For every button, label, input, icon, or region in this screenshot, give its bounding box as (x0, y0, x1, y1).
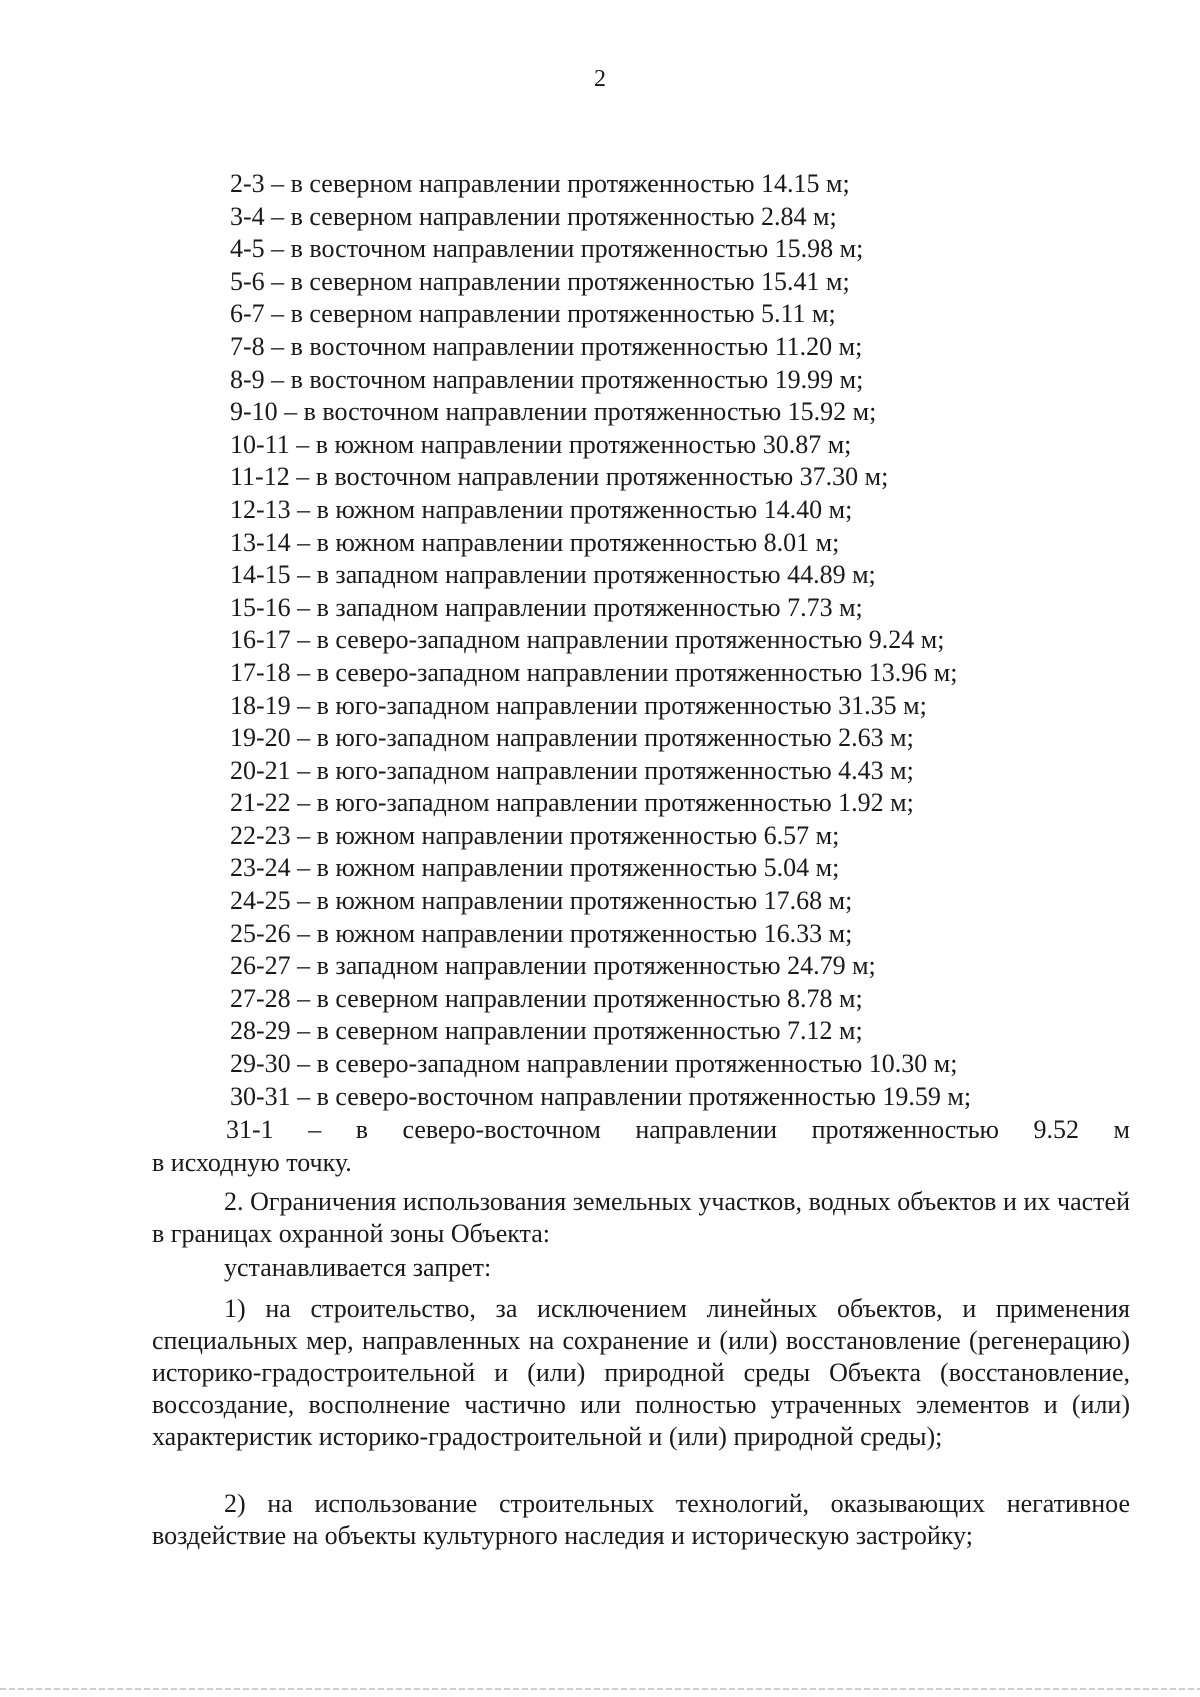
segment-line: 17-18 – в северо-западном направлении протяженностью 13.96 м; (230, 657, 958, 687)
last-segment-word: направлении (635, 1115, 778, 1144)
segment-line: 18-19 – в юго-западном направлении протяженностью 31.35 м; (230, 690, 927, 720)
segment-line: 15-16 – в западном направлении протяженностью 7.73 м; (230, 592, 863, 622)
segment-line: 7-8 – в восточном направлении протяженностью 11.20 м; (230, 331, 863, 361)
segment-line: 26-27 – в западном направлении протяженностью 24.79 м; (230, 951, 876, 981)
boundary-segments-list (230, 168, 1130, 1113)
segment-line: 24-25 – в южном направлении протяженностью 17.68 м; (230, 886, 853, 916)
segment-line: 8-9 – в восточном направлении протяженностью 19.99 м; (230, 364, 864, 394)
last-segment-word: северо-восточном (402, 1115, 601, 1144)
page-number: 2 (594, 66, 606, 92)
segment-line: 25-26 – в южном направлении протяженностью 16.33 м; (230, 918, 853, 948)
segment-line: 11-12 – в восточном направлении протяженностью 37.30 м; (230, 462, 889, 492)
prohibition-item-1 (152, 1293, 1130, 1453)
last-segment-word: – (308, 1115, 322, 1144)
paragraph-text: 2) на использование строительных технологий, оказывающих негативное воздействие на объекты культурного наследия и историческую застройку; (152, 1489, 1130, 1550)
segment-line: 20-21 – в юго-западном направлении протяженностью 4.43 м; (230, 755, 914, 785)
segment-line: 28-29 – в северном направлении протяженностью 7.12 м; (230, 1016, 863, 1046)
segment-line: 19-20 – в юго-западном направлении протяженностью 2.63 м; (230, 723, 914, 753)
segment-line: 21-22 – в юго-западном направлении протяженностью 1.92 м; (230, 788, 914, 818)
last-segment-word: в (355, 1115, 368, 1144)
last-segment-word: 31-1 (226, 1115, 274, 1144)
segment-line: 2-3 – в северном направлении протяженностью 14.15 м; (230, 169, 850, 198)
segment-line: 12-13 – в южном направлении протяженностью 14.40 м; (230, 494, 853, 524)
scan-edge-divider (0, 1688, 1200, 1690)
segment-line: 10-11 – в южном направлении протяженностью 30.87 м; (230, 429, 852, 459)
last-segment-word: 9.52 (1033, 1115, 1079, 1144)
prohibition-intro (152, 1252, 1130, 1284)
segment-line: 13-14 – в южном направлении протяженностью 8.01 м; (230, 527, 840, 557)
segment-line: 5-6 – в северном направлении протяженностью 15.41 м; (230, 266, 850, 296)
segment-line: 16-17 – в северо-западном направлении протяженностью 9.24 м; (230, 625, 945, 655)
paragraph-text: 2. Ограничения использования земельных участков, водных объектов и их частей в границах охранной зоны Объекта: (152, 1187, 1130, 1248)
segment-line: 3-4 – в северном направлении протяженностью 2.84 м; (230, 201, 837, 231)
last-segment-word: протяженностью (811, 1115, 999, 1144)
segment-line: 4-5 – в восточном направлении протяженностью 15.98 м; (230, 234, 864, 264)
segment-line: 9-10 – в восточном направлении протяженностью 15.92 м; (230, 397, 877, 427)
segment-line: 23-24 – в южном направлении протяженностью 5.04 м; (230, 853, 840, 883)
section-2-paragraph (152, 1186, 1130, 1250)
segment-line: 29-30 – в северо-западном направлении протяженностью 10.30 м; (230, 1049, 958, 1079)
prohibition-item-2 (152, 1488, 1130, 1552)
paragraph-text: 1) на строительство, за исключением линейных объектов, и применения специальных мер, направленных на сохранение и (или) восстановление (регенерацию) историко-градостроительной и (или) природной среды Объекта (восстановление, воссоздание, восполнение частично или полностью утраченных элементов и (или) характеристик историко-градостроительной и (или) природной среды); (152, 1294, 1130, 1451)
segment-line: 6-7 – в северном направлении протяженностью 5.11 м; (230, 299, 836, 329)
paragraph-text: устанавливается запрет: (224, 1253, 492, 1282)
last-segment-continuation: в исходную точку. (152, 1148, 352, 1177)
segment-line: 30-31 – в северо-восточном направлении протяженностью 19.59 м; (230, 1081, 972, 1111)
segment-line: 22-23 – в южном направлении протяженностью 6.57 м; (230, 820, 840, 850)
segment-line: 27-28 – в северном направлении протяженностью 8.78 м; (230, 983, 863, 1013)
last-segment-line (226, 1115, 1130, 1145)
segment-line: 14-15 – в западном направлении протяженностью 44.89 м; (230, 560, 876, 590)
last-segment-word: м (1113, 1115, 1130, 1144)
